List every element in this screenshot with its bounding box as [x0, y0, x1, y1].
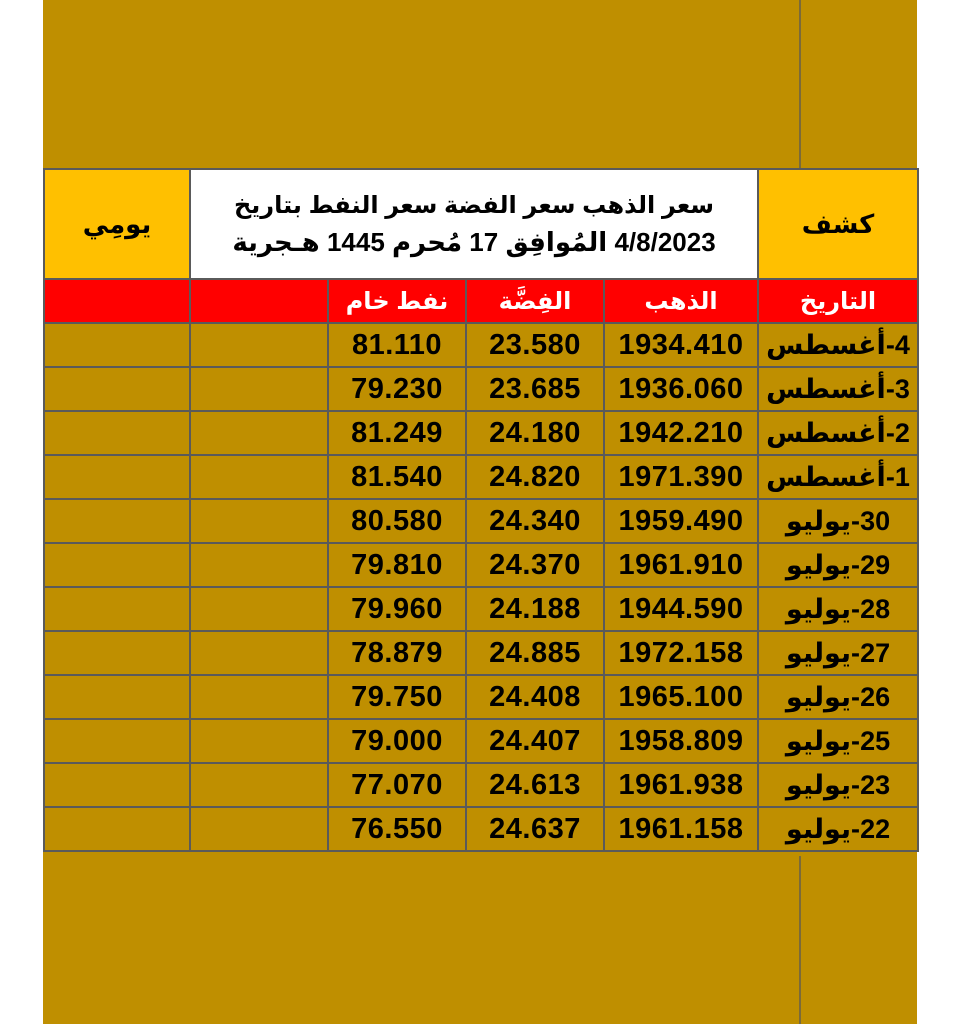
prices-table — [43, 168, 919, 852]
empty-cell — [190, 499, 328, 543]
table-row — [44, 807, 918, 851]
table-row — [44, 543, 918, 587]
silver-cell: 24.613 — [466, 763, 604, 807]
date-cell: 1-أغسطس — [758, 455, 918, 499]
gold-cell: 1944.590 — [604, 587, 758, 631]
oil-cell: 81.249 — [328, 411, 466, 455]
title-line-2: 4/8/2023 المُوافِق 17 مُحرم 1445 هـجرية — [232, 227, 716, 257]
date-cell: 30-يوليو — [758, 499, 918, 543]
gold-cell: 1958.809 — [604, 719, 758, 763]
gold-cell: 1961.938 — [604, 763, 758, 807]
empty-cell — [190, 631, 328, 675]
gold-cell: 1961.910 — [604, 543, 758, 587]
oil-cell: 78.879 — [328, 631, 466, 675]
oil-cell: 81.110 — [328, 323, 466, 367]
table-row — [44, 411, 918, 455]
empty-cell — [44, 543, 190, 587]
empty-cell — [44, 763, 190, 807]
title-line-1: سعر الذهب سعر الفضة سعر النفط بتاريخ — [233, 192, 715, 219]
gold-cell: 1936.060 — [604, 367, 758, 411]
silver-cell: 24.188 — [466, 587, 604, 631]
spreadsheet-sheet — [43, 0, 917, 1024]
statement-label: كشف — [758, 169, 918, 279]
empty-cell — [44, 499, 190, 543]
table-body — [44, 323, 918, 851]
oil-cell: 81.540 — [328, 455, 466, 499]
column-header-row — [44, 279, 918, 323]
date-cell: 25-يوليو — [758, 719, 918, 763]
silver-cell: 24.340 — [466, 499, 604, 543]
empty-cell — [190, 719, 328, 763]
column-header-silver: الفِضَّة — [466, 279, 604, 323]
table-row — [44, 455, 918, 499]
column-header-gold: الذهب — [604, 279, 758, 323]
date-cell: 4-أغسطس — [758, 323, 918, 367]
oil-cell: 79.750 — [328, 675, 466, 719]
gold-cell: 1965.100 — [604, 675, 758, 719]
empty-cell — [44, 323, 190, 367]
empty-cell — [190, 455, 328, 499]
silver-cell: 24.885 — [466, 631, 604, 675]
table-row — [44, 631, 918, 675]
gold-cell: 1934.410 — [604, 323, 758, 367]
oil-cell: 79.000 — [328, 719, 466, 763]
date-cell: 29-يوليو — [758, 543, 918, 587]
silver-cell: 23.685 — [466, 367, 604, 411]
table-header-row — [44, 169, 918, 279]
date-cell: 28-يوليو — [758, 587, 918, 631]
empty-cell — [44, 675, 190, 719]
column-gridline-bottom — [799, 856, 801, 1024]
table-row — [44, 719, 918, 763]
silver-cell: 24.637 — [466, 807, 604, 851]
column-header-oil: نفط خام — [328, 279, 466, 323]
oil-cell: 79.230 — [328, 367, 466, 411]
column-gridline-top — [799, 0, 801, 170]
empty-cell — [44, 587, 190, 631]
silver-cell: 23.580 — [466, 323, 604, 367]
empty-cell — [190, 323, 328, 367]
oil-cell: 80.580 — [328, 499, 466, 543]
gold-cell: 1959.490 — [604, 499, 758, 543]
date-cell: 26-يوليو — [758, 675, 918, 719]
silver-cell: 24.407 — [466, 719, 604, 763]
table-row — [44, 587, 918, 631]
date-cell: 23-يوليو — [758, 763, 918, 807]
gold-cell: 1961.158 — [604, 807, 758, 851]
gold-cell: 1942.210 — [604, 411, 758, 455]
empty-cell — [190, 807, 328, 851]
empty-cell — [190, 367, 328, 411]
date-cell: 2-أغسطس — [758, 411, 918, 455]
gold-cell: 1972.158 — [604, 631, 758, 675]
empty-cell — [190, 543, 328, 587]
oil-cell: 76.550 — [328, 807, 466, 851]
empty-cell — [44, 367, 190, 411]
silver-cell: 24.820 — [466, 455, 604, 499]
silver-cell: 24.408 — [466, 675, 604, 719]
oil-cell: 79.960 — [328, 587, 466, 631]
date-cell: 27-يوليو — [758, 631, 918, 675]
column-header-empty-1 — [44, 279, 190, 323]
column-header-date: التاريخ — [758, 279, 918, 323]
empty-cell — [190, 587, 328, 631]
empty-cell — [44, 807, 190, 851]
oil-cell: 79.810 — [328, 543, 466, 587]
date-cell: 22-يوليو — [758, 807, 918, 851]
empty-cell — [190, 763, 328, 807]
silver-cell: 24.180 — [466, 411, 604, 455]
table-row — [44, 675, 918, 719]
report-title — [190, 169, 758, 279]
empty-cell — [44, 631, 190, 675]
gold-cell: 1971.390 — [604, 455, 758, 499]
table-row — [44, 499, 918, 543]
date-cell: 3-أغسطس — [758, 367, 918, 411]
oil-cell: 77.070 — [328, 763, 466, 807]
empty-cell — [44, 719, 190, 763]
empty-cell — [190, 675, 328, 719]
silver-cell: 24.370 — [466, 543, 604, 587]
table-row — [44, 323, 918, 367]
empty-cell — [44, 455, 190, 499]
empty-cell — [190, 411, 328, 455]
table-row — [44, 763, 918, 807]
daily-label: يومِي — [44, 169, 190, 279]
column-header-empty-2 — [190, 279, 328, 323]
empty-cell — [44, 411, 190, 455]
table-row — [44, 367, 918, 411]
